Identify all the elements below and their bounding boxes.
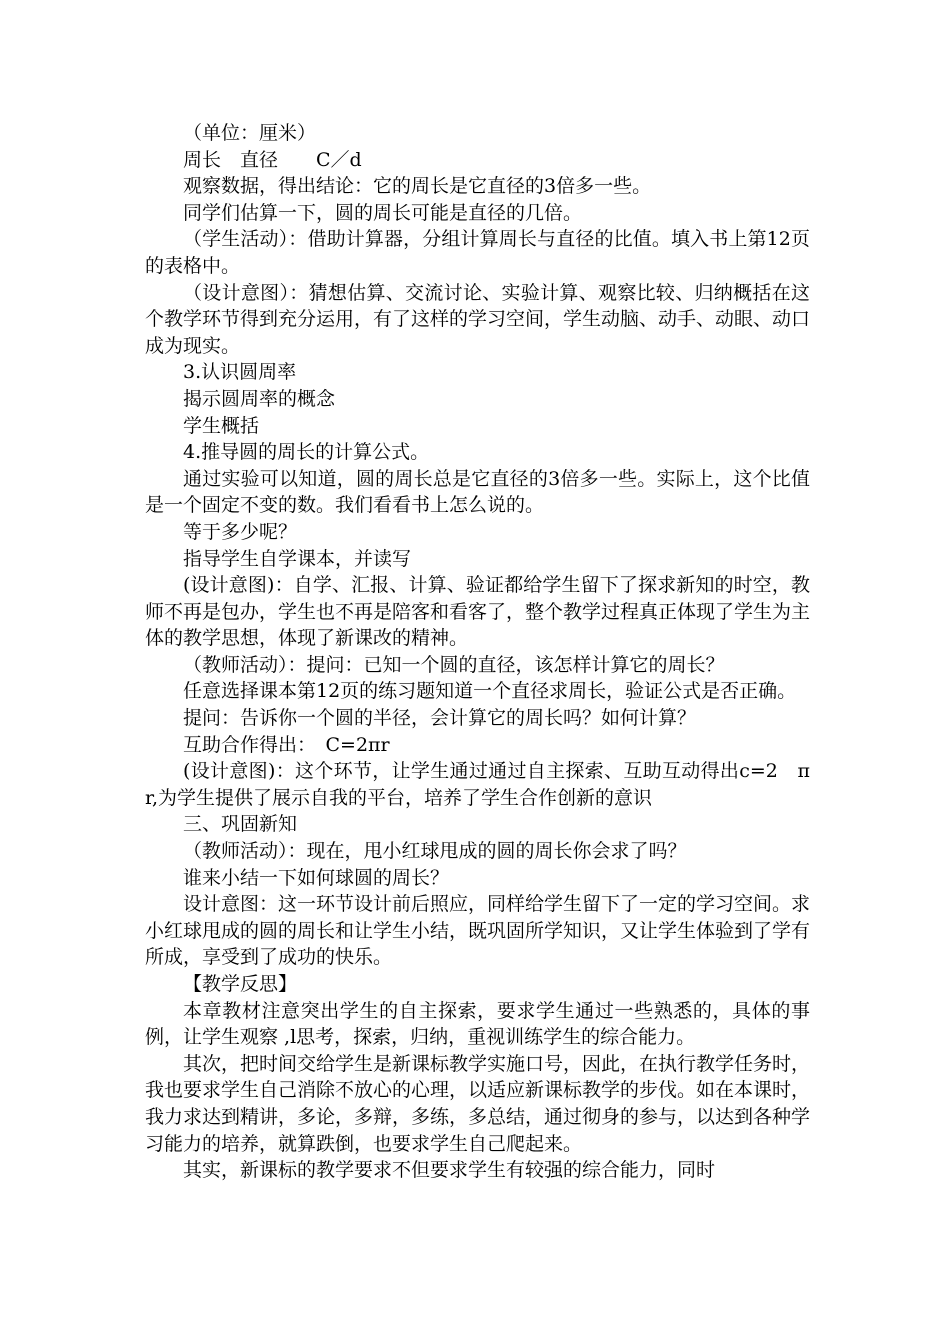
paragraph-self-study: 指导学生自学课本，并读写: [183, 547, 412, 570]
paragraph-conclusion: 观察数据，得出结论：它的周长是它直径的3倍多一些。: [183, 175, 652, 198]
paragraph-design-intent-1: （设计意图）：猜想估算、交流讨论、实验计算、观察比较、归纳概括在这个教学环节得到充分运用，有了这样的学习空间，学生动脑、动手、动眼、动口成为现实。: [145, 281, 811, 357]
paragraph-unit: （单位：厘米）: [183, 122, 317, 144]
paragraph-table-header: 周长 直径 C／d: [183, 148, 362, 171]
paragraph-experiment: 通过实验可以知道，圆的周长总是它直径的3倍多一些。实际上，这个比值是一个固定不变的数。我们看看书上怎么说的。: [145, 467, 810, 517]
paragraph-design-intent-2: (设计意图)：自学、汇报、计算、验证都给学生留下了探求新知的时空，教师不再是包办，学生也不再是陪客和看客了，整个教学过程真正体现了学生为主体的教学思想，体现了新课改的精神。: [145, 574, 811, 650]
heading-consolidate: 三、巩固新知: [183, 813, 298, 836]
paragraph-estimate: 同学们估算一下，圆的周长可能是直径的几倍。: [183, 201, 583, 224]
paragraph-radius-question: 提问：告诉你一个圆的半径，会计算它的周长吗？如何计算？: [183, 707, 697, 730]
heading-pi: 3.认识圆周率: [183, 361, 297, 384]
paragraph-reveal-pi: 揭示圆周率的概念: [183, 387, 336, 410]
document-body: [145, 120, 830, 1184]
heading-formula: 4.推导圆的周长的计算公式。: [183, 441, 430, 464]
paragraph-student-activity: （学生活动）：借助计算器，分组计算周长与直径的比值。填入书上第12页的表格中。: [145, 228, 810, 277]
paragraph-design-intent-4: 设计意图：这一环节设计前后照应，同样给学生留下了一定的学习空间。求小红球甩成的圆的周长和让学生小结，既巩固所学知识，又让学生体验到了学有所成，享受到了成功的快乐。: [145, 893, 811, 969]
paragraph-teacher-activity-2: （教师活动）：现在，甩小红球甩成的圆的周长你会求了吗？: [183, 840, 687, 863]
paragraph-design-intent-3: (设计意图)：这个环节，让学生通过通过自主探索、互助互动得出c=2 π r,为学生提供了展示自我的平台，培养了学生合作创新的意识: [145, 760, 830, 809]
paragraph-formula: 互助合作得出： C=2πr: [183, 733, 390, 756]
paragraph-who-summarizes: 谁来小结一下如何球圆的周长？: [183, 866, 450, 889]
paragraph-reflection-3: 其实，新课标的教学要求不但要求学生有较强的综合能力，同时: [183, 1159, 716, 1182]
paragraph-how-much: 等于多少呢？: [183, 520, 298, 543]
paragraph-student-summary: 学生概括: [183, 414, 260, 437]
paragraph-reflection-1: 本章教材注意突出学生的自主探索，要求学生通过一些熟悉的，具体的事例，让学生观察 ,l思考，探索，归纳，重视训练学生的综合能力。: [145, 999, 810, 1049]
paragraph-reflection-2: 其次，把时间交给学生是新课标教学实施口号，因此，在执行教学任务时，我也要求学生自己消除不放心的心理，以适应新课标教学的步伐。如在本课时，我力求达到精讲，多论，多辩，多练，多总结，通过彻身的参与，以达到各种学习能力的培养，就算跌倒，也要求学生自己爬起来。: [145, 1052, 811, 1155]
paragraph-teacher-activity-1: （教师活动）：提问：已知一个圆的直径，该怎样计算它的周长？: [183, 653, 725, 676]
heading-reflection: 【教学反思】: [183, 973, 298, 995]
paragraph-exercise: 任意选择课本第12页的练习题知道一个直径求周长，验证公式是否正确。: [183, 680, 797, 703]
